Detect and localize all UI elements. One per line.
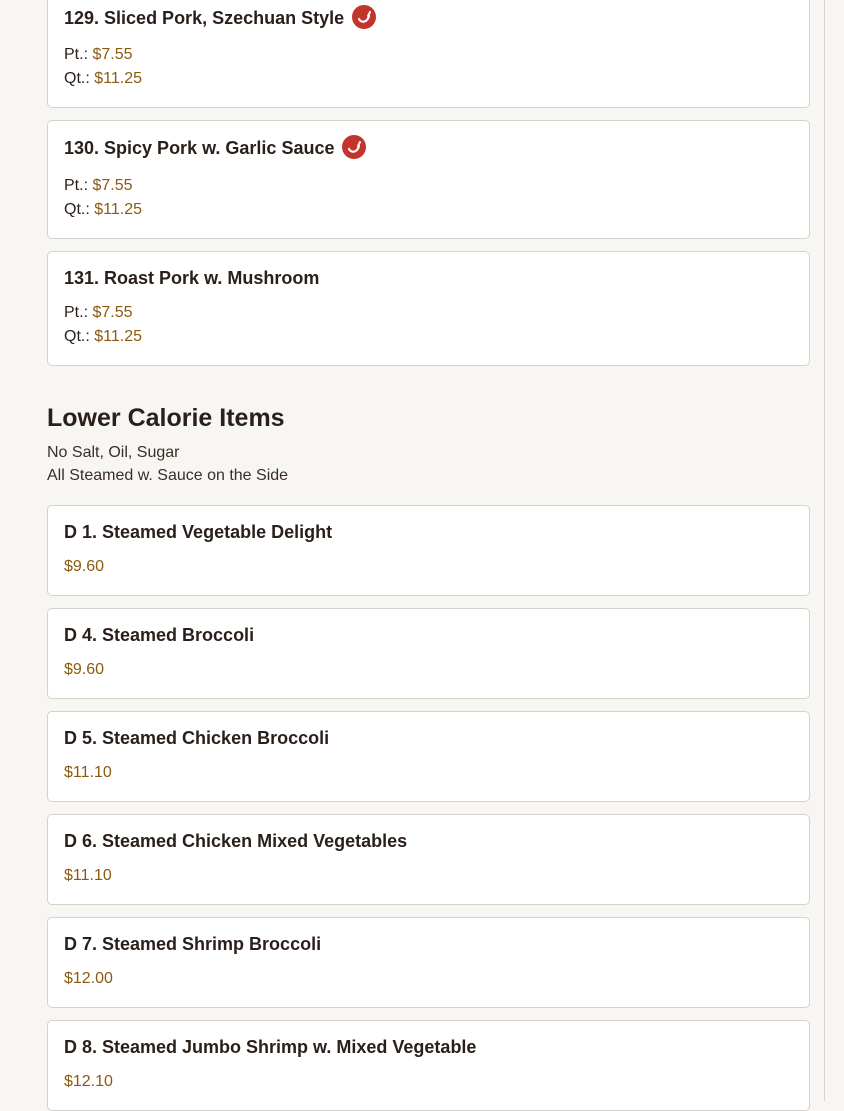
menu-item-price bbox=[64, 661, 104, 679]
menu-item-card[interactable] bbox=[47, 505, 810, 596]
quart-label: Qt.: bbox=[64, 201, 90, 218]
pint-price: $7.55 bbox=[92, 177, 133, 194]
menu-item-price bbox=[64, 558, 104, 576]
pint-price-row bbox=[64, 46, 133, 64]
menu-item-name bbox=[64, 268, 319, 289]
menu-item-title: D 8. Steamed Jumbo Shrimp w. Mixed Vegetable bbox=[64, 1037, 477, 1057]
quart-price: $11.25 bbox=[94, 328, 142, 345]
menu-item-price bbox=[64, 764, 112, 782]
menu-item-title: 130. Spicy Pork w. Garlic Sauce bbox=[64, 137, 335, 158]
quart-price-row bbox=[64, 70, 142, 88]
price: $11.10 bbox=[64, 764, 112, 781]
section-note: No Salt, Oil, Sugar bbox=[47, 444, 180, 461]
pint-price: $7.55 bbox=[92, 46, 133, 63]
chili-pepper-icon bbox=[342, 135, 366, 159]
menu-item-price bbox=[64, 867, 112, 885]
menu-item-card[interactable] bbox=[47, 0, 810, 108]
menu-item-card[interactable] bbox=[47, 120, 810, 239]
menu-item-name bbox=[64, 7, 376, 31]
menu-item-title: D 1. Steamed Vegetable Delight bbox=[64, 522, 333, 542]
menu-item-title: D 5. Steamed Chicken Broccoli bbox=[64, 728, 330, 748]
menu-item-title: D 7. Steamed Shrimp Broccoli bbox=[64, 934, 322, 954]
menu-item-title: 129. Sliced Pork, Szechuan Style bbox=[64, 7, 345, 28]
section-note: All Steamed w. Sauce on the Side bbox=[47, 467, 289, 484]
pint-label: Pt.: bbox=[64, 304, 89, 321]
menu-item-card[interactable] bbox=[47, 917, 810, 1008]
pint-label: Pt.: bbox=[64, 46, 89, 63]
section-title: Lower Calorie Items bbox=[47, 404, 285, 432]
quart-label: Qt.: bbox=[64, 70, 90, 87]
chili-pepper-icon bbox=[352, 5, 376, 29]
menu-item-price bbox=[64, 1073, 113, 1091]
price: $11.10 bbox=[64, 867, 112, 884]
pint-label: Pt.: bbox=[64, 177, 89, 194]
menu-item-card[interactable] bbox=[47, 711, 810, 802]
pint-price-row bbox=[64, 304, 133, 322]
quart-price-row bbox=[64, 201, 142, 219]
menu-item-title: D 6. Steamed Chicken Mixed Vegetables bbox=[64, 831, 408, 851]
quart-price: $11.25 bbox=[94, 201, 142, 218]
quart-price-row bbox=[64, 328, 142, 346]
quart-label: Qt.: bbox=[64, 328, 90, 345]
menu-item-card[interactable] bbox=[47, 251, 810, 366]
menu-item-title: 131. Roast Pork w. Mushroom bbox=[64, 268, 320, 288]
menu-item-card[interactable] bbox=[47, 814, 810, 905]
pint-price-row bbox=[64, 177, 133, 195]
price: $12.00 bbox=[64, 970, 113, 987]
menu-item-card[interactable] bbox=[47, 1020, 810, 1111]
pint-price: $7.55 bbox=[92, 304, 133, 321]
menu-item-name bbox=[64, 137, 366, 161]
price: $12.10 bbox=[64, 1073, 113, 1090]
price: $9.60 bbox=[64, 661, 105, 678]
menu-item-title: D 4. Steamed Broccoli bbox=[64, 625, 255, 645]
price: $9.60 bbox=[64, 558, 105, 575]
menu-item-card[interactable] bbox=[47, 608, 810, 699]
menu-item-price bbox=[64, 970, 113, 988]
quart-price: $11.25 bbox=[94, 70, 142, 87]
